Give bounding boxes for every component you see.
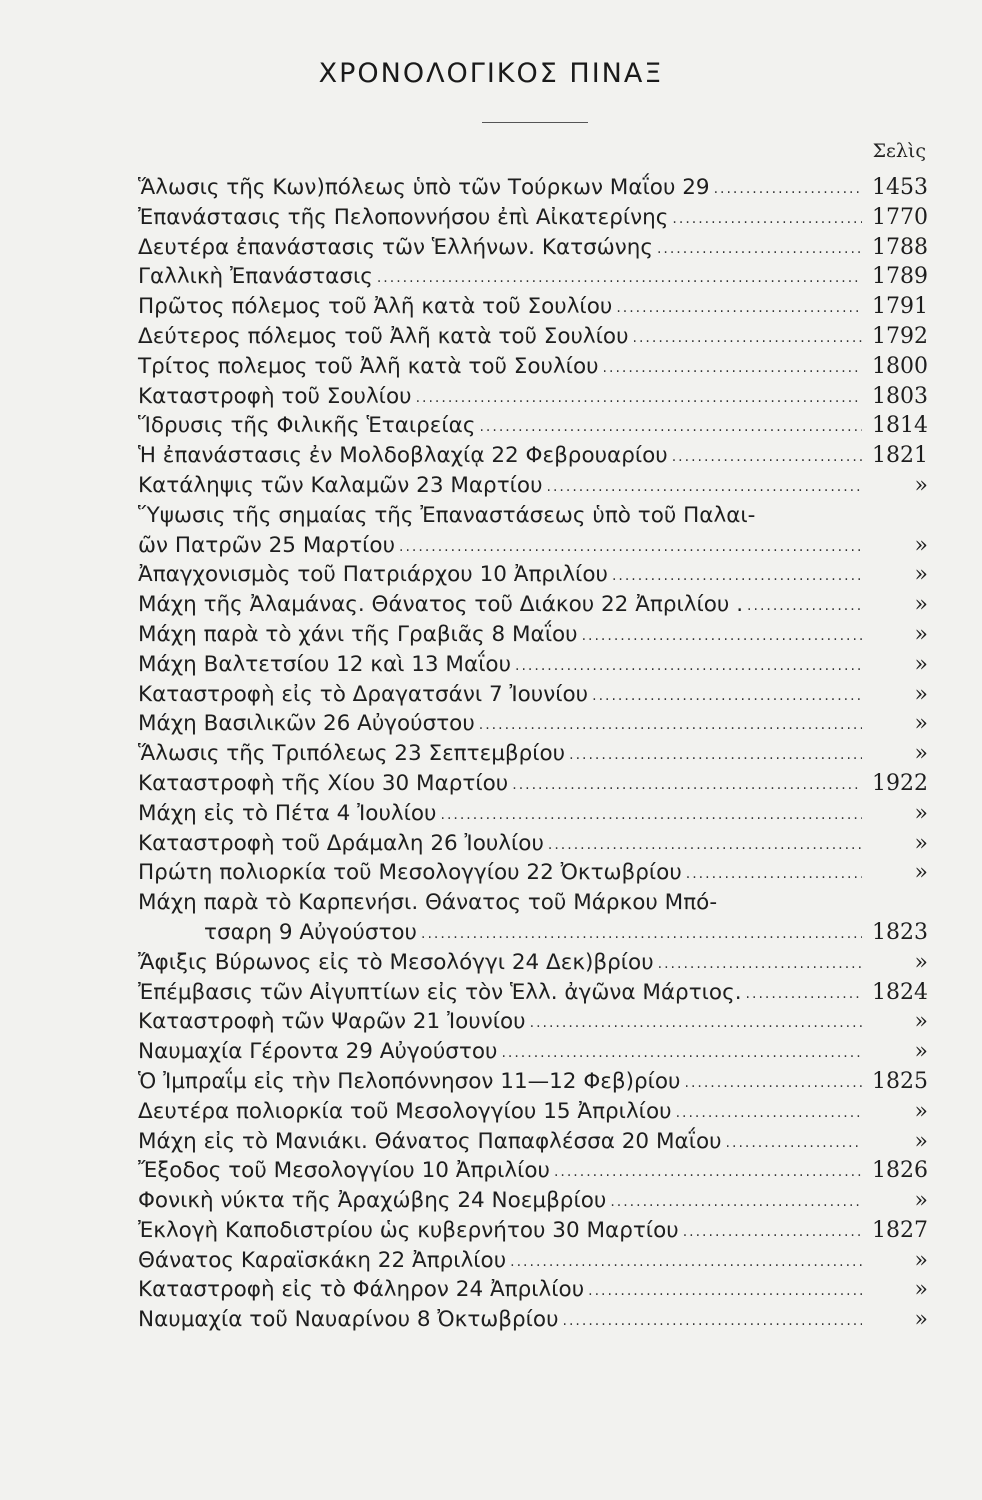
entry-year: 1788	[872, 234, 928, 260]
entry-text: Καταστροφὴ τοῦ Δράμαλη 26 Ἰουλίου	[138, 830, 544, 856]
title-divider	[482, 122, 588, 123]
entry-year: »	[914, 681, 928, 707]
page-column-label: Σελὶς	[872, 140, 926, 162]
entry-text: Δεύτερος πόλεμος τοῦ Ἀλῆ κατὰ τοῦ Σουλίου	[138, 323, 629, 349]
entry-text: Ἐπανάστασις τῆς Πελοποννήσου ἐπὶ Αἰκατερίνης	[138, 204, 669, 230]
entry-year: »	[914, 621, 928, 647]
entry-text: Μάχη παρὰ τὸ Καρπενήσι. Θάνατος τοῦ Μάρκου Μπό-	[138, 890, 718, 916]
dot-leader	[441, 801, 863, 831]
toc-entry	[138, 322, 928, 352]
dot-leader	[714, 175, 862, 205]
entry-text: Μάχη Βασιλικῶν 26 Αὐγούστου	[138, 711, 475, 737]
toc-entry	[138, 769, 928, 799]
toc-entry	[138, 1305, 928, 1335]
toc-entry	[138, 620, 928, 650]
entry-text: Ἐπέμβασις τῶν Αἰγυπτίων εἰς τὸν Ἑλλ. ἀγῶνα Μάρτιος.	[138, 979, 742, 1005]
dot-leader	[416, 384, 862, 414]
entry-text: Ἅλωσις τῆς Τριπόλεως 23 Σεπτεμβρίου	[138, 741, 566, 767]
entry-year: »	[914, 651, 928, 677]
toc-entry	[138, 1275, 928, 1305]
dot-leader	[399, 533, 862, 563]
dot-leader	[685, 1069, 863, 1099]
dot-leader	[563, 1307, 862, 1337]
toc-entry	[138, 233, 928, 263]
toc-entry	[138, 650, 928, 680]
toc-entry	[138, 1216, 928, 1246]
entry-text: Ἅλωσις τῆς Κων)πόλεως ὑπὸ τῶν Τούρκων Μαΐου 29	[138, 175, 710, 200]
entry-text: Ἔξοδος τοῦ Μεσολογγίου 10 Ἀπριλίου	[138, 1158, 550, 1184]
chronological-table	[138, 173, 928, 1335]
entry-text: Καταστροφὴ εἰς τὸ Δραγατσάνι 7 Ἰουνίου	[138, 681, 589, 707]
toc-entry	[138, 1186, 928, 1216]
toc-entry	[138, 441, 928, 471]
dot-leader	[658, 950, 862, 980]
dot-leader	[686, 860, 862, 890]
entry-text: Ὁ Ἰμπραΐμ εἰς τὴν Πελοπόννησον 11—12 Φεβ)ρίου	[138, 1068, 681, 1094]
entry-text: Ὕψωσις τῆς σημαίας τῆς Ἐπαναστάσεως ὑπὸ τοῦ Παλαι-	[138, 502, 756, 528]
entry-year: »	[914, 1188, 928, 1214]
entry-year: »	[914, 949, 928, 975]
entry-year: »	[914, 711, 928, 737]
entry-text: Μάχη παρὰ τὸ χάνι τῆς Γραβιᾶς 8 Μαΐου	[138, 621, 578, 647]
toc-entry	[138, 501, 928, 531]
entry-year: »	[914, 1128, 928, 1154]
dot-leader	[726, 1129, 862, 1159]
entry-year: »	[914, 532, 928, 558]
dot-leader	[512, 771, 862, 801]
toc-entry	[138, 948, 928, 978]
dot-leader	[746, 980, 862, 1010]
toc-entry	[138, 1067, 928, 1097]
entry-text: Μάχη Βαλτετσίου 12 καὶ 13 Μαΐου	[138, 651, 512, 677]
entry-year: »	[914, 1039, 928, 1065]
toc-entry	[138, 829, 928, 859]
entry-year: 1824	[872, 979, 928, 1005]
dot-leader	[672, 205, 862, 235]
entry-year: 1821	[872, 443, 928, 469]
entry-year: 1814	[872, 413, 928, 439]
entry-year: »	[914, 1098, 928, 1124]
entry-text: Πρῶτος πόλεμος τοῦ Ἀλῆ κατὰ τοῦ Σουλίου	[138, 294, 613, 320]
toc-entry	[138, 471, 928, 501]
entry-text: Καταστροφὴ τῶν Ψαρῶν 21 Ἰουνίου	[138, 1009, 526, 1035]
dot-leader	[377, 264, 862, 294]
entry-text: Καταστροφὴ εἰς τὸ Φάληρον 24 Ἀπριλίου	[138, 1277, 585, 1303]
dot-leader	[612, 562, 862, 592]
entry-text: Ναυμαχία τοῦ Ναυαρίνου 8 Ὀκτωβρίου	[138, 1307, 559, 1333]
dot-leader	[616, 294, 862, 324]
entry-year: »	[914, 592, 928, 618]
entry-year: 1789	[872, 264, 928, 290]
entry-year: 1827	[872, 1217, 928, 1243]
dot-leader	[683, 1218, 862, 1248]
entry-text: Ἵδρυσις τῆς Φιλικῆς Ἑταιρείας	[138, 413, 476, 439]
dot-leader	[676, 1099, 862, 1129]
dot-leader	[515, 652, 862, 682]
entry-text: Καταστροφὴ τοῦ Σουλίου	[138, 383, 412, 409]
dot-leader	[547, 473, 862, 503]
entry-year: 1791	[872, 294, 928, 320]
toc-entry	[138, 1156, 928, 1186]
dot-leader	[747, 592, 862, 622]
toc-entry	[138, 918, 928, 948]
dot-leader	[530, 1009, 862, 1039]
entry-text: Τρίτος πολεμος τοῦ Ἀλῆ κατὰ τοῦ Σουλίου	[138, 353, 599, 379]
toc-entry	[138, 739, 928, 769]
entry-text: Μάχη τῆς Ἀλαμάνας. Θάνατος τοῦ Διάκου 22 Ἀπριλίου .	[138, 592, 744, 618]
toc-entry	[138, 203, 928, 233]
dot-leader	[657, 235, 862, 265]
dot-leader	[588, 1277, 862, 1307]
entry-year: 1792	[872, 323, 928, 349]
entry-text: Γαλλικὴ Ἐπανάστασις	[138, 264, 373, 290]
entry-year: 1922	[872, 770, 928, 796]
toc-entry	[138, 888, 928, 918]
entry-text: Ἀπαγχονισμὸς τοῦ Πατριάρχου 10 Ἀπριλίου	[138, 562, 608, 588]
entry-text: Κατάληψις τῶν Καλαμῶν 23 Μαρτίου	[138, 472, 543, 498]
entry-text: τσαρη 9 Αὐγούστου	[204, 919, 417, 945]
toc-entry	[138, 292, 928, 322]
toc-entry	[138, 590, 928, 620]
toc-entry	[138, 262, 928, 292]
dot-leader	[569, 741, 862, 771]
entry-year: 1826	[872, 1158, 928, 1184]
toc-entry	[138, 1007, 928, 1037]
entry-year: »	[914, 472, 928, 498]
dot-leader	[582, 622, 862, 652]
entry-text: ῶν Πατρῶν 25 Μαρτίου	[138, 532, 396, 558]
dot-leader	[633, 324, 862, 354]
entry-year: »	[914, 1009, 928, 1035]
entry-year: »	[914, 830, 928, 856]
toc-entry	[138, 680, 928, 710]
dot-leader	[592, 682, 862, 712]
entry-text: Καταστροφὴ τῆς Χίου 30 Μαρτίου	[138, 770, 509, 796]
dot-leader	[421, 920, 862, 950]
dot-leader	[672, 443, 862, 473]
dot-leader	[610, 1188, 862, 1218]
dot-leader	[479, 413, 862, 443]
toc-entry	[138, 173, 928, 203]
toc-entry	[138, 382, 928, 412]
entry-year: 1825	[872, 1068, 928, 1094]
entry-text: Ἄφιξις Βύρωνος εἰς τὸ Μεσολόγγι 24 Δεκ)βρίου	[138, 949, 654, 975]
dot-leader	[501, 1039, 862, 1069]
toc-entry	[138, 1037, 928, 1067]
entry-text: Μάχη εἰς τὸ Μανιάκι. Θάνατος Παπαφλέσσα 20 Μαΐου	[138, 1128, 722, 1154]
entry-text: Μάχη εἰς τὸ Πέτα 4 Ἰουλίου	[138, 800, 437, 826]
entry-year: 1453	[872, 175, 928, 200]
dot-leader	[479, 711, 862, 741]
dot-leader	[548, 831, 862, 861]
entry-year: 1803	[872, 383, 928, 409]
entry-text: Φονικὴ νύκτα τῆς Ἀραχώβης 24 Νοεμβρίου	[138, 1188, 607, 1214]
dot-leader	[554, 1158, 862, 1188]
toc-entry	[138, 352, 928, 382]
toc-entry	[138, 1246, 928, 1276]
dot-leader	[603, 354, 862, 384]
toc-entry	[138, 858, 928, 888]
entry-year: »	[914, 800, 928, 826]
entry-text: Ἐκλογὴ Καποδιστρίου ὡς κυβερνήτου 30 Μαρτίου	[138, 1217, 679, 1243]
toc-entry	[138, 560, 928, 590]
entry-year: »	[914, 741, 928, 767]
entry-text: Θάνατος Καραϊσκάκη 22 Ἀπριλίου	[138, 1247, 507, 1273]
entry-year: »	[914, 1277, 928, 1303]
entry-text: Δευτέρα ἐπανάστασις τῶν Ἑλλήνων. Κατσώνης	[138, 234, 653, 260]
entry-year: »	[914, 1307, 928, 1333]
dot-leader	[510, 1248, 862, 1278]
entry-text: Πρώτη πολιορκία τοῦ Μεσολογγίου 22 Ὀκτωβρίου	[138, 860, 682, 886]
entry-year: »	[914, 860, 928, 886]
entry-year: »	[914, 1247, 928, 1273]
toc-entry	[138, 411, 928, 441]
entry-text: Δευτέρα πολιορκία τοῦ Μεσολογγίου 15 Ἀπριλίου	[138, 1098, 672, 1124]
entry-text: Ἡ ἐπανάστασις ἐν Μολδοβλαχίᾳ 22 Φεβρουαρίου	[138, 443, 668, 469]
toc-entry	[138, 978, 928, 1008]
toc-entry	[138, 531, 928, 561]
toc-entry	[138, 1097, 928, 1127]
entry-year: 1800	[872, 353, 928, 379]
entry-year: 1823	[872, 919, 928, 945]
toc-entry	[138, 799, 928, 829]
entry-year: 1770	[872, 204, 928, 230]
entry-text: Ναυμαχία Γέροντα 29 Αὐγούστου	[138, 1039, 498, 1065]
page-title: ΧΡΟΝΟΛΟΓΙΚΟΣ ΠΙΝΑΞ	[318, 58, 664, 89]
toc-entry	[138, 1127, 928, 1157]
toc-entry	[138, 709, 928, 739]
entry-year: »	[914, 562, 928, 588]
